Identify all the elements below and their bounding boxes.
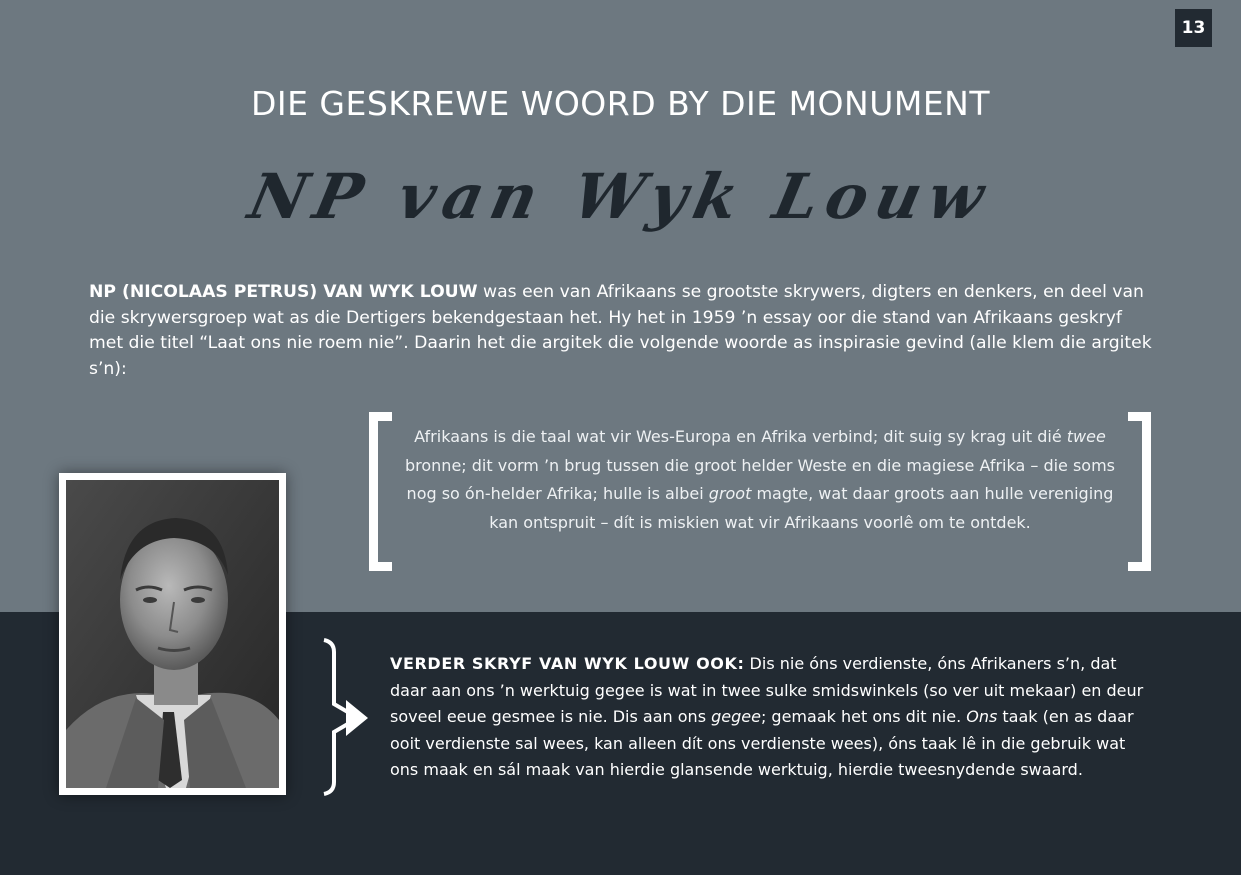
page-title: DIE GESKREWE WOORD BY DIE MONUMENT: [250, 84, 991, 123]
quote-block: [400, 423, 1120, 538]
intro-text: was een van Afrikaans se grootste skrywers, digters en denkers, en deel van die skrywersgroep wat as die Dertigers bekendgestaan het. Hy het in 1959 ’n essay oor die stand van Afrikaans geskryf met die titel “Laat ons nie roem nie”. Daarin het die argitek die volgende woorde as inspirasie gevind (alle klem die argitek s’n):: [89, 282, 1152, 379]
statement-emphasis-2: Ons: [966, 707, 998, 727]
quote-text-1: Afrikaans is die taal wat vir Wes-Europa en Afrika verbind; dit suig sy krag uit dié: [414, 427, 1067, 446]
quote-emphasis-2: groot: [708, 484, 752, 504]
portrait-photo: [66, 480, 279, 788]
quote-bracket-left: [369, 412, 392, 571]
statement-text-2: ; gemaak het ons dit nie.: [760, 707, 967, 727]
intro-paragraph: [89, 280, 1159, 382]
quote-emphasis-1: twee: [1066, 427, 1106, 446]
statement-text-3: taak (en as daar ooit verdienste sal wees, kan alleen dít ons verdienste wees), óns taak lê in die gebruik wat ons maak en sál maak van hierdie glansende werktuig, hierdie tweesnydende swaard.: [390, 707, 1134, 780]
quote-text-2: bronne; dit vorm ’n brug tussen die groot helder Weste en die magiese Afrika – die soms nog so ón-helder Afrika; hulle is albei: [404, 455, 1116, 504]
portrait-frame: [59, 473, 286, 795]
quote-bracket-right: [1128, 412, 1151, 571]
portrait-illustration: [66, 480, 279, 788]
statement-lead: VERDER SKRYF VAN WYK LOUW OOK:: [390, 654, 745, 673]
quote-text-3: magte, wat daar groots aan hulle vereniging kan ontspruit – dít is miskien wat vir Afrikaans voorlê om te ontdek.: [489, 484, 1114, 533]
statement-emphasis-1: gegee: [711, 707, 761, 727]
page-number: 13: [1175, 9, 1212, 47]
script-heading: NP van Wyk Louw: [242, 160, 999, 233]
intro-lead: NP (NICOLAAS PETRUS) VAN WYK LOUW: [89, 282, 478, 302]
statement-paragraph: [390, 651, 1150, 784]
statement-text-1: Dis nie óns verdienste, óns Afrikaners s’n, dat daar aan ons ’n werktuig gegee is wat in twee sulke smidswinkels (so ver uit mekaar) en deur soveel eeue gesmee is nie. Dis aan ons: [390, 654, 1144, 727]
arrow-bracket-icon: [318, 638, 370, 796]
